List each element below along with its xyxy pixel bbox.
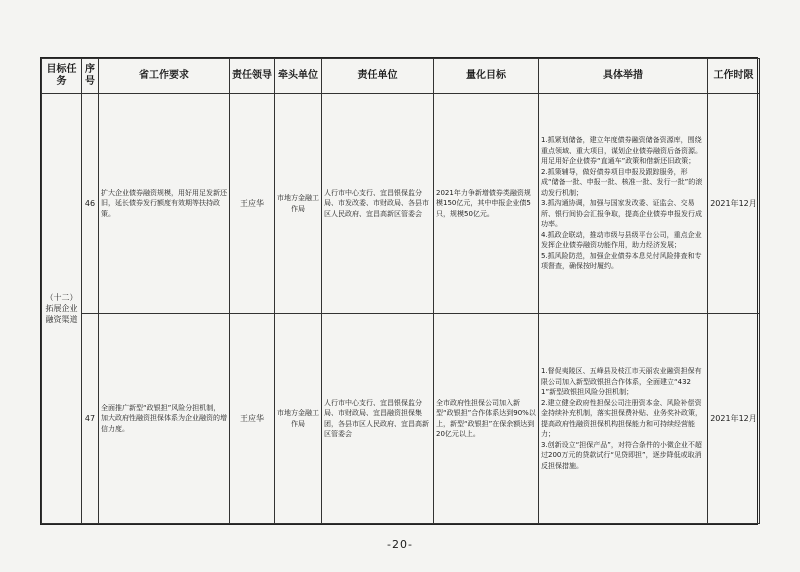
header-resp-units: 责任单位 [322,59,434,94]
measure-item: 5.抓风险防范，加强企业债券本息兑付风险排查和专项督查，确保按时履约。 [541,251,702,271]
header-target: 量化目标 [434,59,539,94]
header-requirement: 省工作要求 [99,59,230,94]
lead-unit-cell: 市地方金融工作局 [275,94,322,314]
measure-item: 1.督促夷陵区、五峰县及枝江市天丽农业融资担保有限公司加入新型政银担合作体系，全面建立“4321”新型政银担风险分担机制； [541,367,702,396]
header-leader: 责任领导 [230,59,275,94]
page-number: -20- [387,538,413,551]
leader-cell: 王应华 [230,314,275,524]
resp-units-cell: 人行市中心支行、宜昌银保监分局、市发改委、市财政局、各县市区人民政府、宜昌高新区管委会 [322,94,434,314]
requirement-cell: 扩大企业债券融资规模，用好用足发新还旧，延长债券发行额度有效期等扶持政策。 [99,94,230,314]
lead-unit-cell: 市地方金融工作局 [275,314,322,524]
table-row [42,94,760,314]
table-row [42,314,760,524]
header-measures: 具体举措 [539,59,708,94]
measures-cell [539,94,708,314]
measure-item: 3.抓沟通协调，加强与国家发改委、证监会、交易所、银行间协会汇报争取，提高企业债券申报发行成功率。 [541,199,702,229]
deadline-cell: 2021年12月 [708,314,760,524]
row-num: 47 [82,314,99,524]
leader-cell: 王应华 [230,94,275,314]
header-lead-unit: 牵头单位 [275,59,322,94]
measure-item: 2.建立健全政府性担保公司注册资本金、风险补偿资金持续补充机制，落实担保费补贴、业务奖补政策，提高政府性融资担保机构担保能力和可持续经营能力； [541,398,702,438]
measure-item: 1.抓紧划储备，建立年度债券融资储备资源库，围绕重点领域、重大项目，谋划企业债券融资后备资源。用足用好企业债券“直通车”政策和借新还旧政策； [541,136,702,166]
row-num: 46 [82,94,99,314]
measure-item: 2.抓策辅导，做好债券项目申报及跟踪服务，形成“储备一批、申报一批、核准一批、发行一批”的滚动发行机制； [541,167,703,197]
deadline-cell: 2021年12月 [708,94,760,314]
policy-table [41,58,760,524]
policy-table-sheet [40,57,758,525]
header-row [42,59,760,94]
header-goal: 目标任务 [42,59,82,94]
requirement-cell: 全面推广新型“政银担”风险分担机制，加大政府性融资担保体系为企业融资的增信力度。 [99,314,230,524]
header-deadline: 工作时限 [708,59,760,94]
goal-task-cell: （十二）拓展企业融资渠道 [42,94,82,524]
header-num: 序号 [82,59,99,94]
measure-item: 4.抓政企联动，推动市级与县级平台公司，重点企业发挥企业债券融资功能作用，助力经济发展； [541,230,702,250]
target-cell: 2021年力争新增债券类融资规模150亿元，其中申报企业债5只，规模50亿元。 [434,94,539,314]
measures-cell [539,314,708,524]
measure-item: 3.创新设立“担保产品”，对符合条件的小微企业不超过200万元的贷款试行“见贷即担”，逐步降低或取消反担保措施。 [541,440,702,470]
target-cell: 全市政府性担保公司加入新型“政银担”合作体系达到90%以上，新型“政银担”在保余额达到20亿元以上。 [434,314,539,524]
resp-units-cell: 人行市中心支行、宜昌银保监分局、市财政局、宜昌融资担保集团，各县市区人民政府、宜昌高新区管委会 [322,314,434,524]
